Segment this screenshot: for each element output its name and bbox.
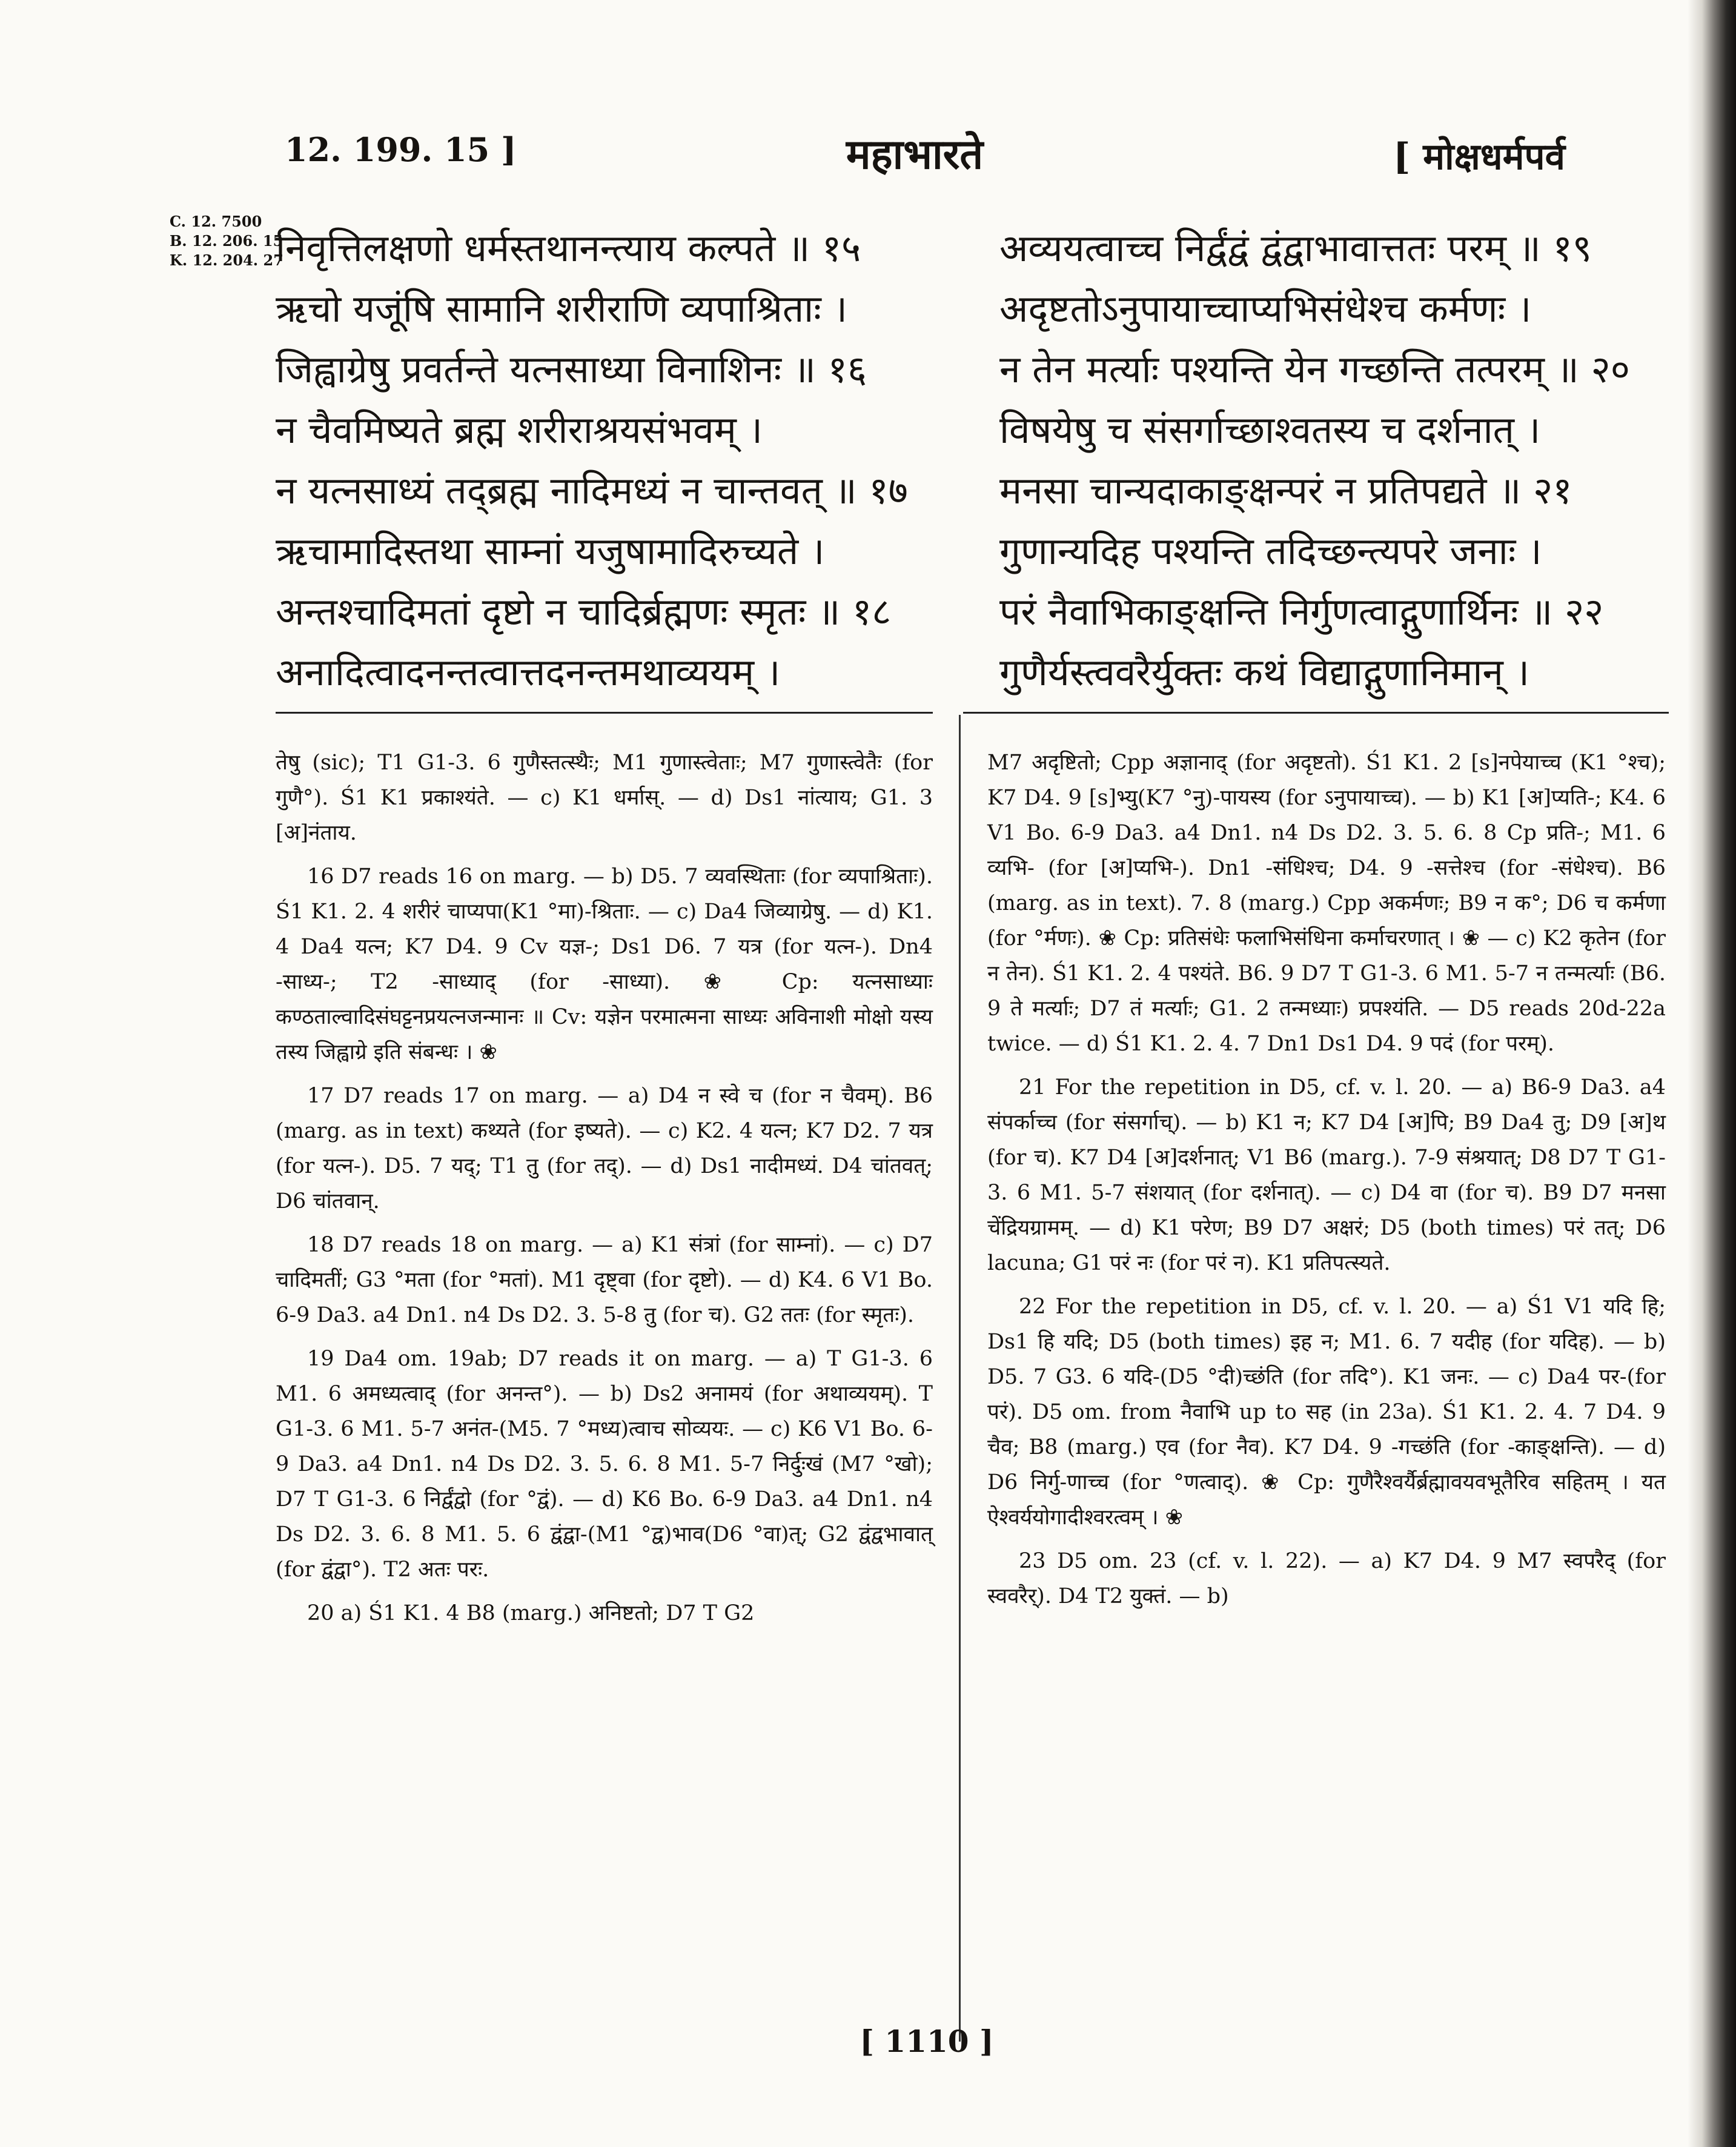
apparatus-note: 23 D5 om. 23 (cf. v. l. 22). — a) K7 D4. 9 M7 स्वपरैद् (for स्ववरैर्). D4 T2 युक्तं. — b) (987, 1549, 1666, 1608)
verse-line: अनादित्वादनन्तत्वात्तदनन्तमथाव्ययम् । (276, 650, 781, 694)
header-verse-reference: 12. 199. 15 ] (285, 130, 517, 169)
apparatus-divider-left (276, 712, 933, 714)
apparatus-note: 20 a) Ś1 K1. 4 B8 (marg.) अनिष्टतो; D7 T G2 (307, 1601, 755, 1625)
verse-line: निवृत्तिलक्षणो धर्मस्तथानन्त्याय कल्पते ॥ १५ (276, 226, 861, 270)
apparatus-note: 16 D7 reads 16 on marg. — b) D5. 7 व्यवस्थिताः (for व्यपाश्रिताः). Ś1 K1. 2. 4 शरीरं चाप्यपा(K1 °मा)-श्रिताः. — c) Da4 जिव्याग्रेषु. — d) K1. 4 Da4 यत्न; K7 D4. 9 Cv यज्ञ-; Ds1 D6. 7 यत्र (for यत्न-). Dn4 -साध्य-; T2 -साध्याद् (for -साध्या). ❀ Cp: यत्नसाध्याः कण्ठताल्वादिसंघट्टनप्रयत्नजन्मानः ॥ Cv: यज्ञेन परमात्मना साध्यः अविनाशी मोक्षो यस्य तस्य जिह्वाग्रे इति संबन्धः । ❀ (276, 864, 933, 1064)
verse-line: ऋचामादिस्तथा साम्नां यजुषामादिरुच्यते । (276, 529, 825, 573)
header-title: महाभारते (846, 130, 984, 179)
verse-line: अन्तश्चादिमतां दृष्टो न चादिर्ब्रह्मणः स्मृतः ॥ १८ (276, 589, 892, 634)
verse-line: गुणान्यदिह पश्यन्ति तदिच्छन्त्यपरे जनाः । (999, 529, 1542, 573)
verse-line: गुणैर्यस्त्ववरैर्युक्तः कथं विद्याद्गुणानिमान् । (999, 650, 1530, 694)
verse-line: परं नैवाभिकाङ्क्षन्ति निर्गुणत्वाद्गुणार्थिनः ॥ २२ (999, 589, 1604, 634)
verse-line: अदृष्टतोऽनुपायाच्चाप्यभिसंधेश्च कर्मणः । (999, 287, 1532, 331)
verse-line: विषयेषु च संसर्गाच्छाश्वतस्य च दर्शनात् । (999, 408, 1541, 452)
verse-column-left (276, 218, 918, 703)
critical-apparatus-left (276, 745, 933, 1639)
apparatus-note: तेषु (sic); T1 G1-3. 6 गुणैस्तत्स्थैः; M1 गुणास्त्वेताः; M7 गुणास्त्वेतैः (for गुणै°). Ś1 K1 प्रकाश्यंते. — c) K1 धर्मास्. — d) Ds1 नांत्याय; G1. 3 [अ]नंताय. (276, 751, 933, 845)
page-number: [ 1110 ] (860, 2023, 994, 2059)
column-divider (959, 715, 961, 2042)
apparatus-note: 18 D7 reads 18 on marg. — a) K1 संत्रां (for साम्नां). — c) D7 चादिमतीं; G3 °मता (for °मतां). M1 दृष्ट्वा (for दृष्टो). — d) K4. 6 V1 Bo. 6-9 Da3. a4 Dn1. n4 Ds D2. 3. 5-8 तु (for च). G2 ततः (for स्मृतः). (276, 1233, 933, 1327)
apparatus-note: 22 For the repetition in D5, cf. v. l. 20. — a) Ś1 V1 यदि हि; Ds1 हि यदि; D5 (both times) इह न; M1. 6. 7 यदीह (for यदिह). — b) D5. 7 G3. 6 यदि-(D5 °दी)च्छंति (for तदि°). K1 जनः. — c) Da4 पर-(for परं). D5 om. from नैवाभि up to सह (in 23a). Ś1 K1. 2. 4. 7 D4. 9 चैव; B8 (marg.) एव (for नैव). K7 D4. 9 -गच्छंति (for -काङ्क्षन्ति). — d) D6 निर्गु-णाच्च (for °णत्वाद्). ❀ Cp: गुणैरैश्वर्यैर्ब्रह्मावयवभूतैरिव सहितम् । यत ऐश्वर्ययोगादीश्वरत्वम् । ❀ (987, 1295, 1666, 1530)
edition-concordance (170, 212, 283, 270)
verse-column-right (999, 218, 1672, 703)
verse-line: अव्ययत्वाच्च निर्द्वंद्वं द्वंद्वाभावात्ततः परम् ॥ १९ (999, 226, 1592, 270)
verse-line: मनसा चान्यदाकाङ्क्षन्परं न प्रतिपद्यते ॥ २१ (999, 468, 1572, 513)
running-header (0, 124, 1736, 191)
concordance-bombay: B. 12. 206. 15 (170, 232, 283, 250)
verse-line: ऋचो यजूंषि सामानि शरीराणि व्यपाश्रिताः । (276, 287, 847, 331)
apparatus-note: 21 For the repetition in D5, cf. v. l. 20. — a) B6-9 Da3. a4 संपर्काच्च (for संसर्गाच्). — b) K1 न; K7 D4 [अ]पि; B9 Da4 तु; D9 [अ]थ (for च). K7 D4 [अ]दर्शनात्; V1 B6 (marg.). 7-9 संश्रयात्; D8 D7 T G1-3. 6 M1. 5-7 संशयात् (for दर्शनात्). — c) D4 वा (for च). B9 D7 मनसा चेंद्रियग्रामम्. — d) K1 परेण; B9 D7 अक्षरं; D5 (both times) परं तत्; D6 lacuna; G1 परं नः (for परं न). K1 प्रतिपत्स्यते. (987, 1075, 1666, 1275)
header-parvan: [ मोक्षधर्मपर्व (1393, 136, 1565, 178)
verse-line: न तेन मर्त्याः पश्यन्ति येन गच्छन्ति तत्परम् ॥ २० (999, 347, 1630, 391)
apparatus-note: M7 अदृष्टितो; Cpp अज्ञानाद् (for अदृष्टतो). Ś1 K1. 2 [s]नपेयाच्च (K1 °श्च); K7 D4. 9 [s]भ्यु(K7 °नु)-पायस्य (for ऽनुपायाच्च). — b) K1 [अ]प्यति-; K4. 6 V1 Bo. 6-9 Da3. a4 Dn1. n4 Ds D2. 3. 5. 6. 8 Cp प्रति-; M1. 6 व्यभि- (for [अ]प्यभि-). Dn1 -संधिश्च; D4. 9 -सत्तेश्च (for -संधेश्च). B6 (marg. as in text). 7. 8 (marg.) Cpp अकर्मणः; B9 न क°; D6 च कर्मणा (for °र्मणः). ❀ Cp: प्रतिसंधेः फलाभिसंधिना कर्माचरणात् । ❀ — c) K2 कृतेन (for न तेन). Ś1 K1. 2. 4 पश्यंते. B6. 9 D7 T G1-3. 6 M1. 5-7 न तन्मर्त्याः (B6. 9 ते मर्त्याः; D7 तं मर्त्याः; G1. 2 तन्मध्याः) प्रपश्यंति. — D5 reads 20d-22a twice. — d) Ś1 K1. 2. 4. 7 Dn1 Ds1 D4. 9 पदं (for परम्). (987, 751, 1666, 1056)
verse-line: न चैवमिष्यते ब्रह्म शरीराश्रयसंभवम् । (276, 408, 763, 452)
critical-apparatus-right (987, 745, 1666, 1622)
concordance-kumbhakonam: K. 12. 204. 27 (170, 251, 283, 269)
apparatus-note: 19 Da4 om. 19ab; D7 reads it on marg. — a) T G1-3. 6 M1. 6 अमध्यत्वाद् (for अनन्त°). — b) Ds2 अनामयं (for अथाव्ययम्). T G1-3. 6 M1. 5-7 अनंत-(M5. 7 °मध्य)त्वाच सोव्ययः. — c) K6 V1 Bo. 6-9 Da3. a4 Dn1. n4 Ds D2. 3. 5. 6. 8 M1. 5-7 निर्दुःखं (M7 °खो); D7 T G1-3. 6 निर्द्वंद्वो (for °द्वं). — d) K6 Bo. 6-9 Da3. a4 Dn1. n4 Ds D2. 3. 6. 8 M1. 5. 6 द्वंद्वा-(M1 °द्व)भाव(D6 °वा)त्; G2 द्वंद्वभावात् (for द्वंद्वा°). T2 अतः परः. (276, 1347, 933, 1582)
concordance-calcutta: C. 12. 7500 (170, 213, 262, 230)
apparatus-divider-right (963, 712, 1669, 714)
verse-line: न यत्नसाध्यं तद्ब्रह्म नादिमध्यं न चान्तवत् ॥ १७ (276, 468, 908, 513)
page-edge-shadow (1688, 0, 1736, 2147)
apparatus-note: 17 D7 reads 17 on marg. — a) D4 न स्वे च (for न चैवम्). B6 (marg. as in text) कथ्यते (for इष्यते). — c) K2. 4 यत्न; K7 D2. 7 यत्र (for यत्न-). D5. 7 यद्; T1 तु (for तद्). — d) Ds1 नादीमध्यं. D4 चांतवत्; D6 चांतवान्. (276, 1084, 933, 1213)
verse-line: जिह्वाग्रेषु प्रवर्तन्ते यत्नसाध्या विनाशिनः ॥ १६ (276, 347, 867, 391)
